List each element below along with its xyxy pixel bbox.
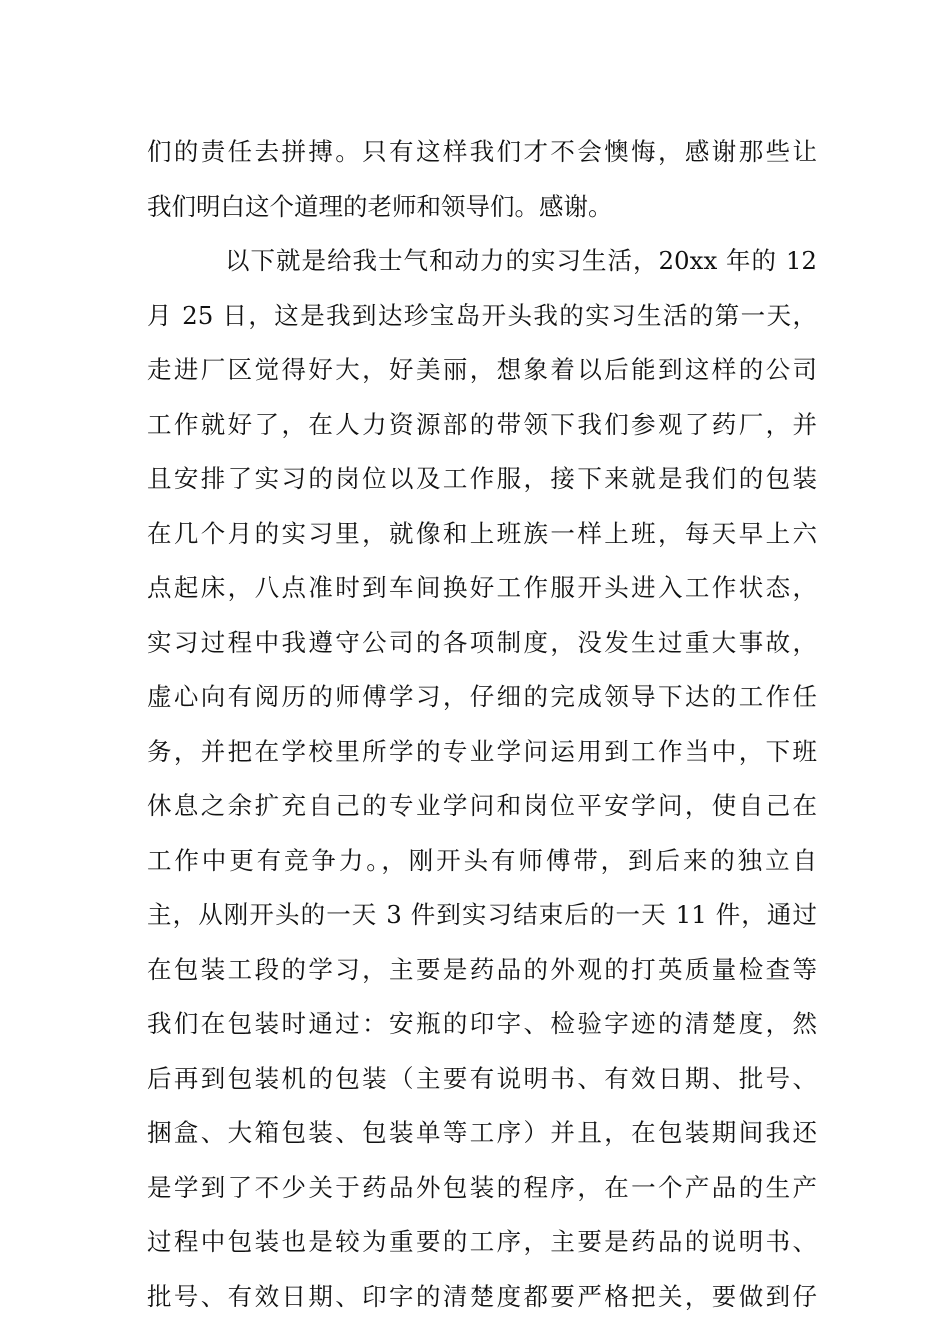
text-line: 捆盒、大箱包装、包装单等工序）并且，在包装期间我还 — [147, 1118, 817, 1147]
text-line: 休息之余扩充自己的专业学问和岗位平安学问，使自己在 — [147, 791, 817, 820]
text-line: 点起床，八点准时到车间换好工作服开头进入工作状态， — [147, 573, 817, 602]
paragraph-first-line: 以下就是给我士气和动力的实习生活，20xx 年的 12 — [225, 246, 817, 275]
text-line: 在几个月的实习里，就像和上班族一样上班，每天早上六 — [147, 518, 817, 548]
text-line: 过程中包装也是较为重要的工序，主要是药品的说明书、 — [147, 1227, 817, 1256]
text-line: 我们在包装时通过：安瓶的印字、检验字迹的清楚度，然 — [147, 1009, 817, 1038]
text-line: 主，从刚开头的一天 3 件到实习结束后的一天 11 件，通过 — [147, 900, 817, 929]
text-line: 我们明白这个道理的老师和领导们。感谢。 — [147, 191, 613, 221]
text-line: 工作就好了，在人力资源部的带领下我们参观了药厂，并 — [147, 409, 817, 439]
text-line: 走进厂区觉得好大，好美丽，想象着以后能到这样的公司 — [147, 355, 817, 384]
text-line: 后再到包装机的包装（主要有说明书、有效日期、批号、 — [147, 1063, 817, 1093]
body-text — [147, 125, 817, 1324]
text-line: 批号、有效日期、印字的清楚度都要严格把关，要做到仔 — [147, 1281, 817, 1311]
text-line: 们的责任去拼搏。只有这样我们才不会懊悔，感谢那些让 — [147, 137, 817, 166]
text-line: 工作中更有竞争力。，刚开头有师傅带，到后来的独立自 — [147, 845, 817, 875]
text-line: 务，并把在学校里所学的专业学问运用到工作当中，下班 — [147, 736, 817, 766]
text-line: 实习过程中我遵守公司的各项制度，没发生过重大事故， — [147, 627, 817, 657]
text-line: 在包装工段的学习，主要是药品的外观的打英质量检查等 — [147, 954, 817, 984]
text-line: 且安排了实习的岗位以及工作服，接下来就是我们的包装 — [147, 464, 817, 493]
text-line: 是学到了不少关于药品外包装的程序，在一个产品的生产 — [147, 1172, 817, 1202]
text-line: 虚心向有阅历的师傅学习，仔细的完成领导下达的工作任 — [147, 682, 817, 711]
text-line: 月 25 日，这是我到达珍宝岛开头我的实习生活的第一天， — [147, 300, 817, 330]
